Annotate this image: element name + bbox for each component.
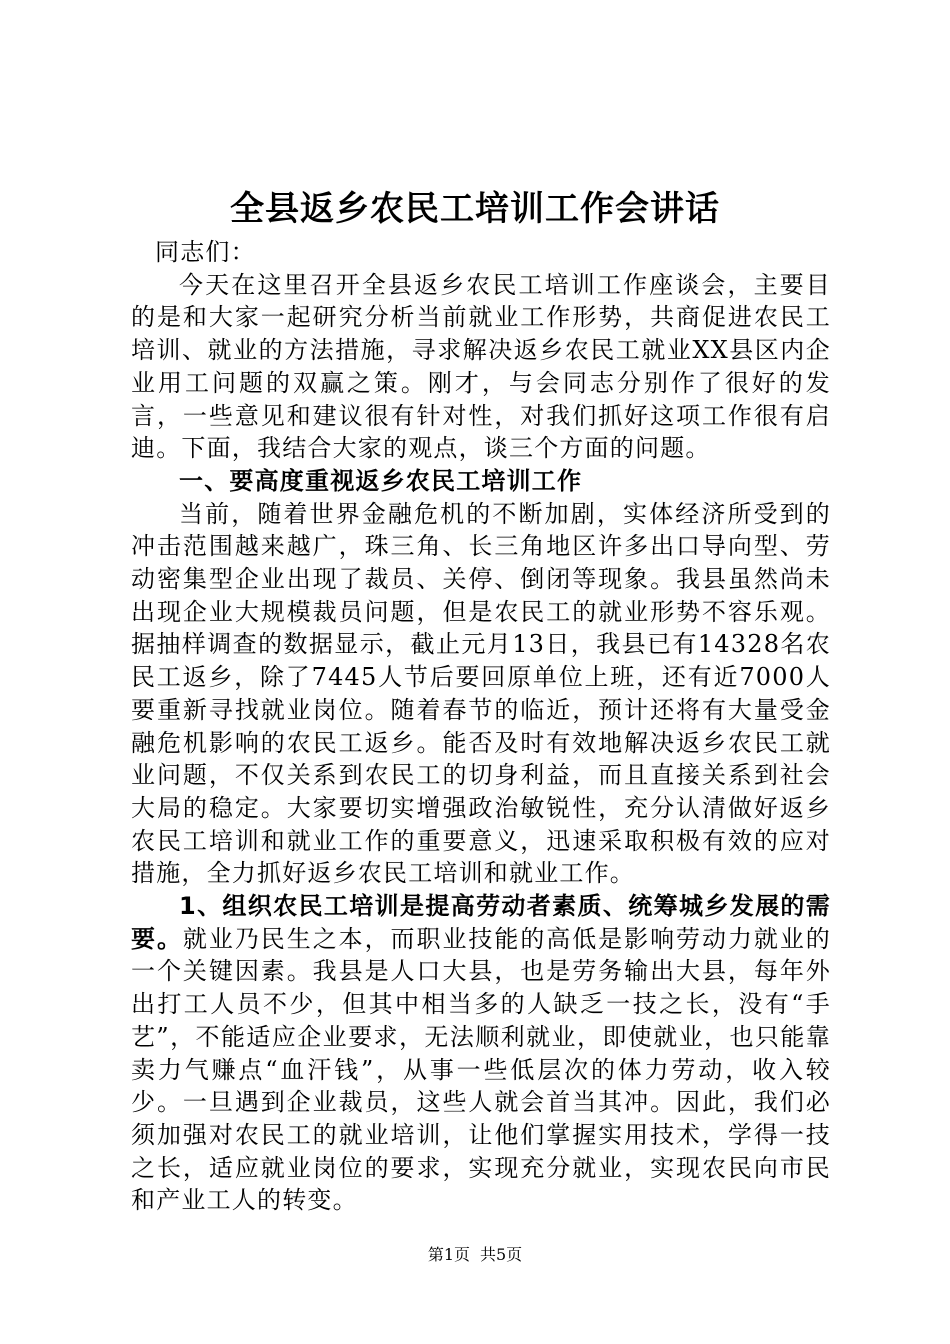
page-footer <box>0 1244 950 1266</box>
section-paragraph: 当前，随着世界金融危机的不断加剧，实体经济所受到的冲击范围越来越广，珠三角、长三角地区许多出口导向型、劳动密集型企业出现了裁员、关停、倒闭等现象。我县虽然尚未出现企业大规模裁员问题，但是农民工的就业形势不容乐观。据抽样调查的数据显示，截止元月13日，我县已有14328名农民工返乡，除了7445人节后要回原单位上班，还有近7000人要重新寻找就业岗位。随着春节的临近，预计还将有大量受金融危机影响的农民工返乡。能否及时有效地解决返乡农民工就业问题，不仅关系到农民工的切身利益，而且直接关系到社会大局的稳定。大家要切实增强政治敏锐性，充分认清做好返乡农民工培训和就业工作的重要意义，迅速采取积极有效的应对措施，全力抓好返乡农民工培训和就业工作。 <box>131 499 831 888</box>
page-total: 共5页 <box>480 1245 523 1264</box>
point-paragraph <box>131 890 831 1217</box>
point-body: 就业乃民生之本，而职业技能的高低是影响劳动力就业的一个关键因素。我县是人口大县，也是劳务输出大县，每年外出打工人员不少，但其中相当多的人缺乏一技之长，没有“手艺”，不能适应企业要求，无法顺利就业，即使就业，也只能靠卖力气赚点“血汗钱”，从事一些低层次的体力劳动，收入较少。一旦遇到企业裁员，这些人就会首当其冲。因此，我们必须加强对农民工的就业培训，让他们掌握实用技术，学得一技之长，适应就业岗位的要求，实现充分就业，实现农民向市民和产业工人的转变。 <box>131 924 832 1215</box>
intro-paragraph: 今天在这里召开全县返乡农民工培训工作座谈会，主要目的是和大家一起研究分析当前就业工作形势，共商促进农民工培训、就业的方法措施，寻求解决返乡农民工就业XX县区内企业用工问题的双赢之策。刚才，与会同志分别作了很好的发言，一些意见和建议很有针对性，对我们抓好这项工作很有启迪。下面，我结合大家的观点，谈三个方面的问题。 <box>131 270 831 463</box>
section-heading: 一、要高度重视返乡农民工培训工作 <box>179 466 583 495</box>
salutation: 同志们： <box>155 238 256 266</box>
page-number: 第1页 <box>427 1245 470 1264</box>
document-title: 全县返乡农民工培训工作会讲话 <box>230 189 720 229</box>
point-lead: 1、组织农民工培训是提高劳动者素质、统筹城乡发展的需要。 <box>131 892 831 953</box>
document-body <box>131 236 831 1217</box>
